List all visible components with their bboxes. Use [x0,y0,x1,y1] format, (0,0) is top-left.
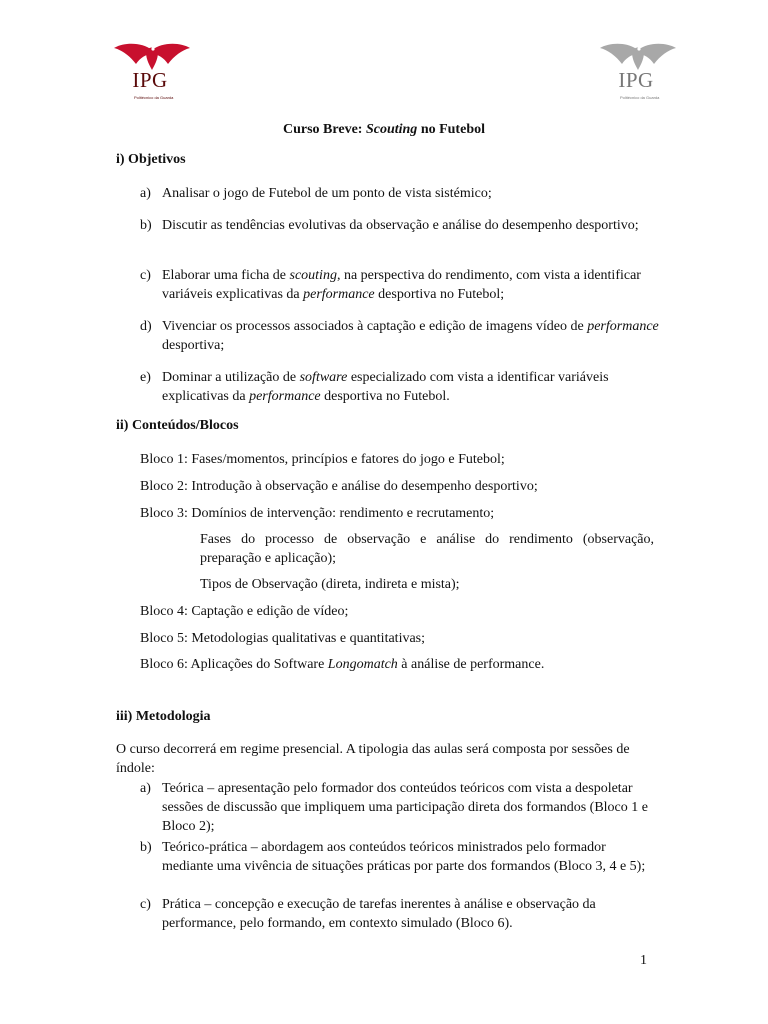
ipg-logo-right [598,40,678,120]
heading-conteudos: ii) Conteúdos/Blocos [116,418,239,433]
logo-wordmark: IPG [618,68,654,92]
bloco-2: Bloco 2: Introdução à observação e análise do desempenho desportivo; [140,479,538,494]
bloco-6: Bloco 6: Aplicações do Software Longomatch à análise de performance. [140,657,545,672]
page-number: 1 [640,953,647,968]
bloco-5: Bloco 5: Metodologias qualitativas e quantitativas; [140,631,426,646]
document-title: Curso Breve: Scouting no Futebol [283,122,485,137]
heading-objetivos: i) Objetivos [116,152,186,167]
metodologia-intro: O curso decorrerá em regime presencial. A tipologia das aulas será composta por sessões de índole: [116,742,630,776]
heading-metodologia: iii) Metodologia [116,709,211,724]
bloco-3-sub-1: Fases do processo de observação e análise do rendimento (observação, preparação e aplicação); [200,532,654,566]
logo-subtext: Politécnico da Guarda [620,95,660,100]
bloco-3: Bloco 3: Domínios de intervenção: rendimento e recrutamento; [140,506,495,521]
logo-subtext: Politécnico da Guarda [134,95,174,100]
logo-wordmark: IPG [132,68,168,92]
ipg-logo-left [112,40,192,120]
bloco-4: Bloco 4: Captação e edição de vídeo; [140,604,349,619]
bloco-1: Bloco 1: Fases/momentos, princípios e fatores do jogo e Futebol; [140,452,505,467]
bloco-3-sub-2: Tipos de Observação (direta, indireta e mista); [200,577,460,592]
